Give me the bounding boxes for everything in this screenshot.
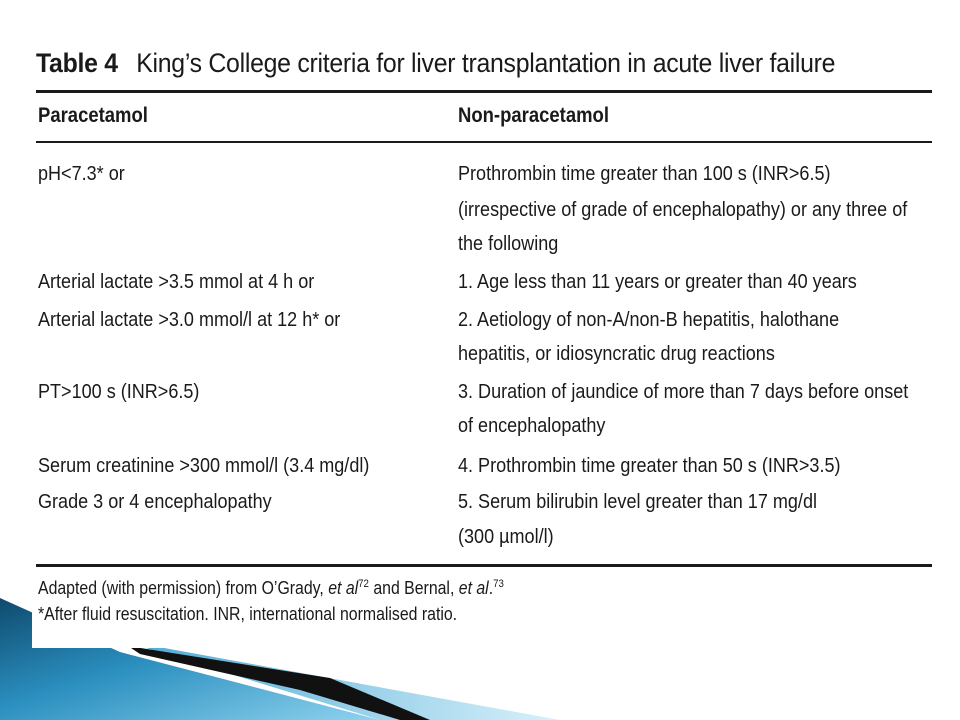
table-title [36, 48, 835, 79]
non-paracetamol-criterion: 2. Aetiology of non-A/non-B hepatitis, halothane [458, 308, 840, 331]
reference-superscript: 72 [358, 578, 369, 590]
paracetamol-criterion: pH<7.3* or [38, 162, 125, 185]
column-header-non-paracetamol: Non-paracetamol [458, 104, 609, 127]
non-paracetamol-criterion: hepatitis, or idiosyncratic drug reactions [458, 342, 775, 365]
footnote-adapted: Adapted (with permission) from O’Grady, et $al^{72}$ and Bernal, et al.$^{73}$ [38, 578, 504, 598]
header-rule [36, 141, 932, 143]
non-paracetamol-criterion: Prothrombin time greater than 100 s (INR>6.5) [458, 162, 831, 185]
paracetamol-criterion: Arterial lactate >3.5 mmol at 4 h or [38, 270, 315, 293]
non-paracetamol-criterion: (irrespective of grade of encephalopathy) or any three of [458, 198, 908, 221]
table-caption: King’s College criteria for liver transplantation in acute liver failure [136, 48, 836, 78]
paracetamol-criterion: PT>100 s (INR>6.5) [38, 380, 200, 403]
paracetamol-criterion: Serum creatinine >300 mmol/l (3.4 mg/dl) [38, 454, 370, 477]
table-panel [32, 38, 932, 648]
paracetamol-criterion: Grade 3 or 4 encephalopathy [38, 490, 272, 513]
non-paracetamol-criterion: 4. Prothrombin time greater than 50 s (INR>3.5) [458, 454, 841, 477]
reference-superscript: 73 [493, 578, 504, 590]
non-paracetamol-criterion: 3. Duration of jaundice of more than 7 days before onset [458, 380, 909, 403]
footnote-asterisk: *After fluid resuscitation. INR, international normalised ratio. [38, 604, 458, 624]
bottom-rule [36, 564, 932, 567]
top-rule [36, 90, 932, 93]
table-label: Table 4 [36, 48, 118, 78]
column-header-paracetamol: Paracetamol [38, 104, 148, 127]
non-paracetamol-criterion: (300 µmol/l) [458, 525, 554, 548]
non-paracetamol-criterion: of encephalopathy [458, 414, 606, 437]
non-paracetamol-criterion: 5. Serum bilirubin level greater than 17 mg/dl [458, 490, 817, 513]
non-paracetamol-criterion: 1. Age less than 11 years or greater than 40 years [458, 270, 857, 293]
paracetamol-criterion: Arterial lactate >3.0 mmol/l at 12 h* or [38, 308, 341, 331]
non-paracetamol-criterion: the following [458, 232, 559, 255]
